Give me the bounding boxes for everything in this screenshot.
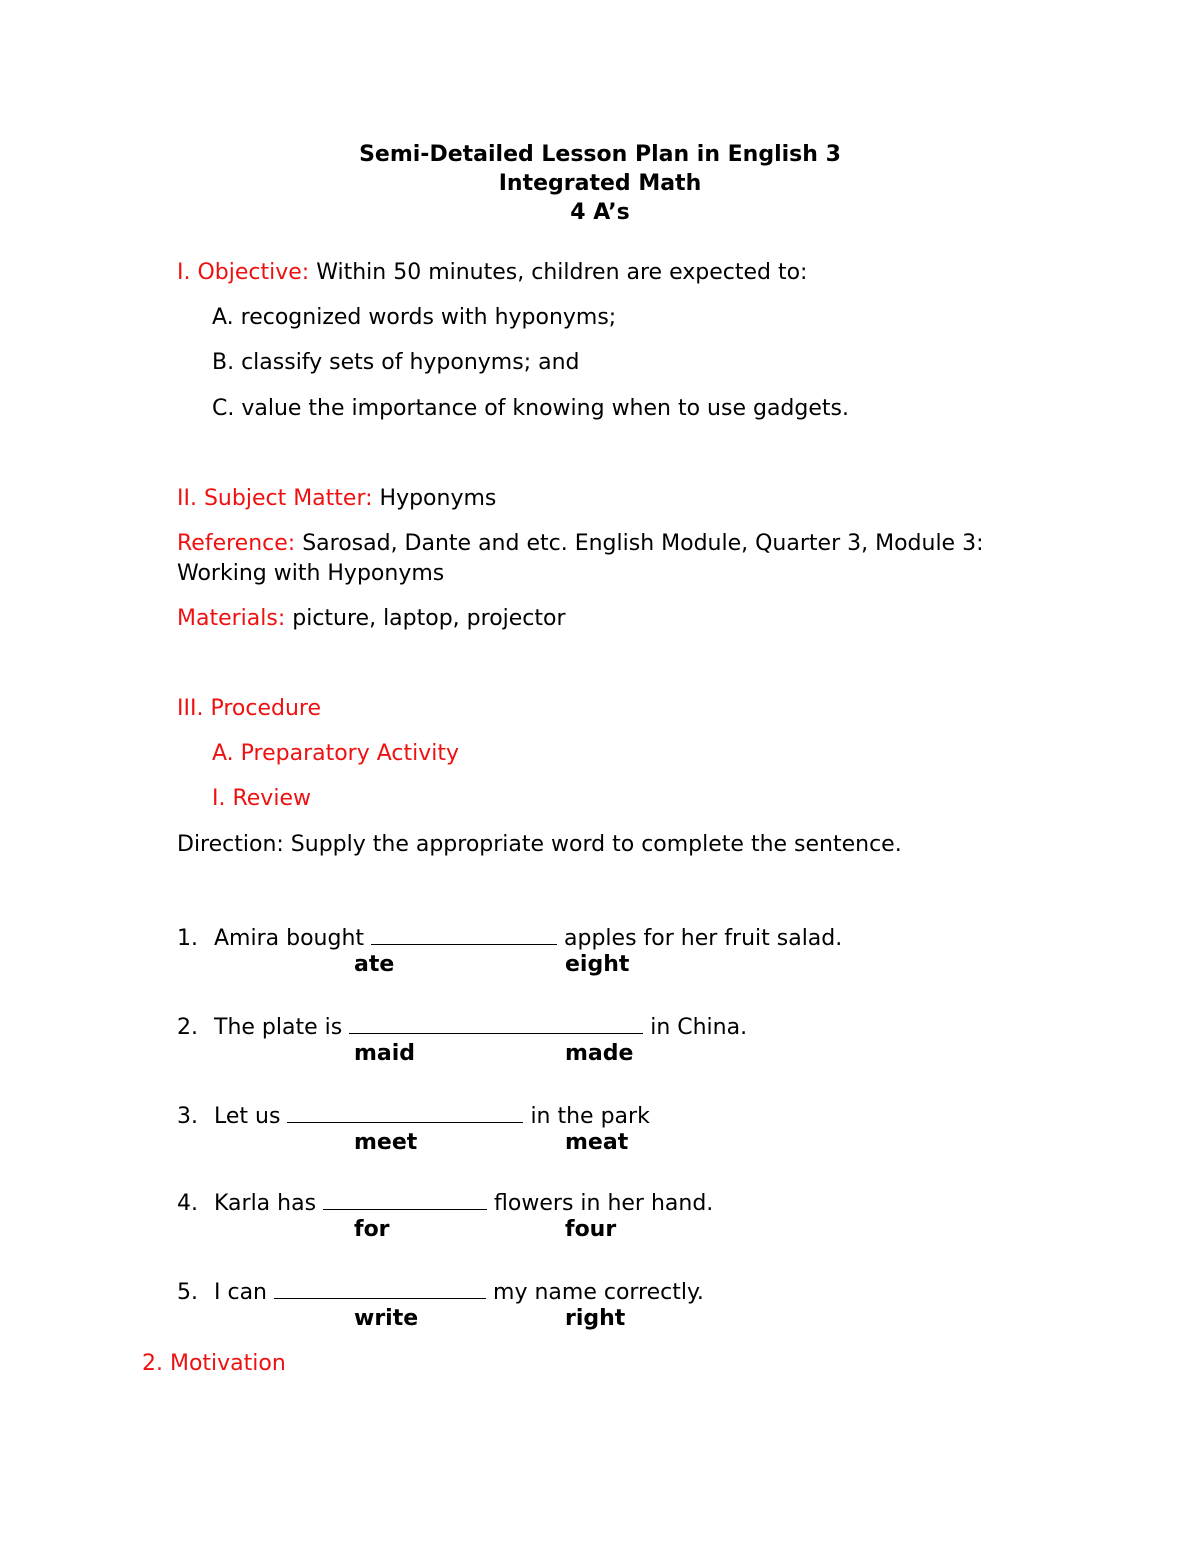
subject-matter-label: II. Subject Matter:: [177, 486, 373, 511]
reference-text-continued: Working with Hyponyms: [177, 561, 445, 586]
choice-a: write: [354, 1306, 419, 1331]
question-text-before: Let us: [214, 1104, 281, 1129]
question-item: [177, 1189, 713, 1215]
objective-text: Within 50 minutes, children are expected to:: [309, 260, 808, 285]
choice-a: for: [354, 1217, 390, 1242]
question-number: 4.: [177, 1191, 198, 1216]
question-text-after: in China.: [650, 1015, 748, 1040]
answer-blank: [287, 1102, 523, 1123]
review-heading: I. Review: [212, 786, 311, 811]
question-text-before: The plate is: [214, 1015, 343, 1040]
reference-line: [177, 533, 984, 555]
question-text-after: apples for her fruit salad.: [564, 926, 843, 951]
choice-b: made: [565, 1041, 634, 1066]
objective-item-c: C. value the importance of knowing when to use gadgets.: [212, 396, 849, 421]
objective-item-b: B. classify sets of hyponyms; and: [212, 350, 580, 375]
preparatory-activity-heading: A. Preparatory Activity: [212, 741, 460, 766]
reference-text: Sarosad, Dante and etc. English Module, Quarter 3, Module 3:: [295, 531, 984, 556]
choice-a: maid: [354, 1041, 416, 1066]
question-number: 2.: [177, 1015, 198, 1040]
question-text-after: my name correctly.: [493, 1280, 704, 1305]
question-text-before: Karla has: [214, 1191, 317, 1216]
document-title: Semi-Detailed Lesson Plan in English 3: [359, 142, 841, 167]
choice-b: right: [565, 1306, 626, 1331]
document-subtitle: Integrated Math: [498, 171, 702, 196]
answer-blank: [274, 1278, 486, 1299]
subject-matter-text: Hyponyms: [372, 486, 497, 511]
answer-blank: [349, 1013, 643, 1034]
materials-line: [177, 608, 566, 630]
choice-b: meat: [565, 1130, 629, 1155]
question-item: [177, 1013, 747, 1039]
question-number: 1.: [177, 926, 198, 951]
procedure-heading: III. Procedure: [177, 696, 321, 721]
reference-label: Reference:: [177, 531, 296, 556]
question-text-before: I can: [214, 1280, 268, 1305]
question-item: [177, 924, 842, 950]
document-approach: 4 A’s: [570, 200, 630, 225]
motivation-heading: 2. Motivation: [142, 1351, 286, 1376]
choice-a: meet: [354, 1130, 418, 1155]
question-text-after: in the park: [530, 1104, 650, 1129]
choice-b: eight: [565, 952, 630, 977]
materials-label: Materials:: [177, 606, 286, 631]
subject-matter-line: [177, 488, 496, 510]
question-item: [177, 1102, 650, 1128]
objective-item-a: A. recognized words with hyponyms;: [212, 305, 617, 330]
materials-text: picture, laptop, projector: [285, 606, 566, 631]
choice-a: ate: [354, 952, 395, 977]
direction-text: Direction: Supply the appropriate word to complete the sentence.: [177, 832, 902, 857]
question-number: 3.: [177, 1104, 198, 1129]
choice-b: four: [565, 1217, 617, 1242]
question-item: [177, 1278, 704, 1304]
answer-blank: [323, 1189, 487, 1210]
objective-label: I. Objective:: [177, 260, 310, 285]
answer-blank: [371, 924, 557, 945]
objective-line: [177, 262, 807, 284]
question-number: 5.: [177, 1280, 198, 1305]
question-text-after: flowers in her hand.: [494, 1191, 714, 1216]
question-text-before: Amira bought: [214, 926, 365, 951]
